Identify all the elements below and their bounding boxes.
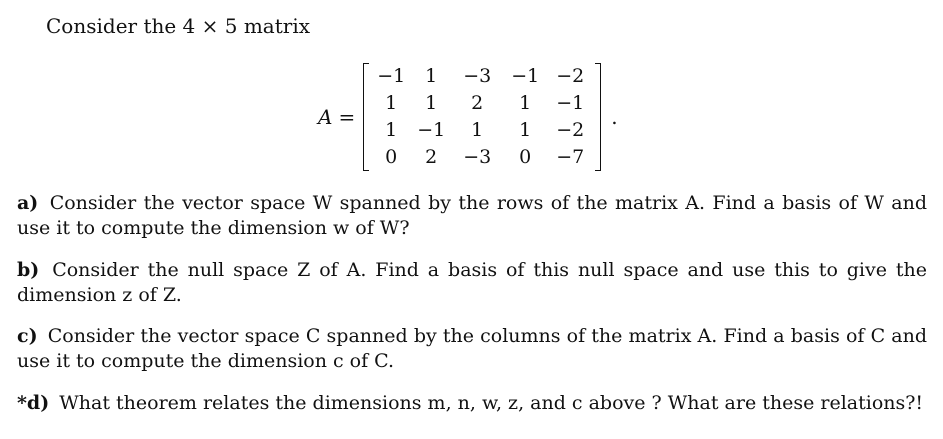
matrix-cell: −1 xyxy=(377,65,406,87)
question-c-text: Consider the vector space C spanned by the columns of the matrix A. Find a basis of C and use it to compute the dimension c of C. xyxy=(17,325,927,372)
question-d-text: What theorem relates the dimensions m, n, w, z, and c above ? What are these relations?! xyxy=(59,392,924,414)
matrix-cell: 1 xyxy=(425,92,438,114)
matrix-cell: 1 xyxy=(385,92,398,114)
question-d xyxy=(17,391,927,416)
matrix-cell: 1 xyxy=(471,119,484,141)
question-d-label: *d) xyxy=(17,392,50,414)
matrix-name: A xyxy=(318,105,333,129)
question-a-label: a) xyxy=(17,192,39,214)
matrix-cell: −2 xyxy=(556,119,585,141)
matrix-cell: 1 xyxy=(519,92,532,114)
matrix-cell: 2 xyxy=(425,146,438,168)
matrix-cell: −7 xyxy=(556,146,585,168)
matrix-cell: 2 xyxy=(471,92,484,114)
matrix-cell: 0 xyxy=(385,146,398,168)
matrix-cell: −2 xyxy=(556,65,585,87)
matrix-grid xyxy=(369,63,595,171)
matrix-equation xyxy=(318,62,618,172)
matrix-cell: −3 xyxy=(463,146,492,168)
question-c-label: c) xyxy=(17,325,38,347)
matrix-cell: −1 xyxy=(511,65,540,87)
matrix-cell: 1 xyxy=(519,119,532,141)
matrix-cell: 1 xyxy=(425,65,438,87)
matrix-period: . xyxy=(611,105,618,129)
question-c xyxy=(17,324,927,374)
question-a xyxy=(17,191,927,241)
matrix-cell: −1 xyxy=(417,119,446,141)
matrix-cell: −3 xyxy=(463,65,492,87)
question-b xyxy=(17,258,927,308)
question-a-text: Consider the vector space W spanned by the rows of the matrix A. Find a basis of W and use it to compute the dimension w of W? xyxy=(17,192,927,239)
matrix-cell: 1 xyxy=(385,119,398,141)
matrix-cell: −1 xyxy=(556,92,585,114)
right-bracket xyxy=(595,63,601,171)
intro-text: Consider the 4 × 5 matrix xyxy=(46,14,310,38)
question-b-label: b) xyxy=(17,259,40,281)
question-b-text: Consider the null space Z of A. Find a basis of this null space and use this to give the dimension z of Z. xyxy=(17,259,927,306)
equals-sign: = xyxy=(338,105,356,129)
matrix-cell: 0 xyxy=(519,146,532,168)
